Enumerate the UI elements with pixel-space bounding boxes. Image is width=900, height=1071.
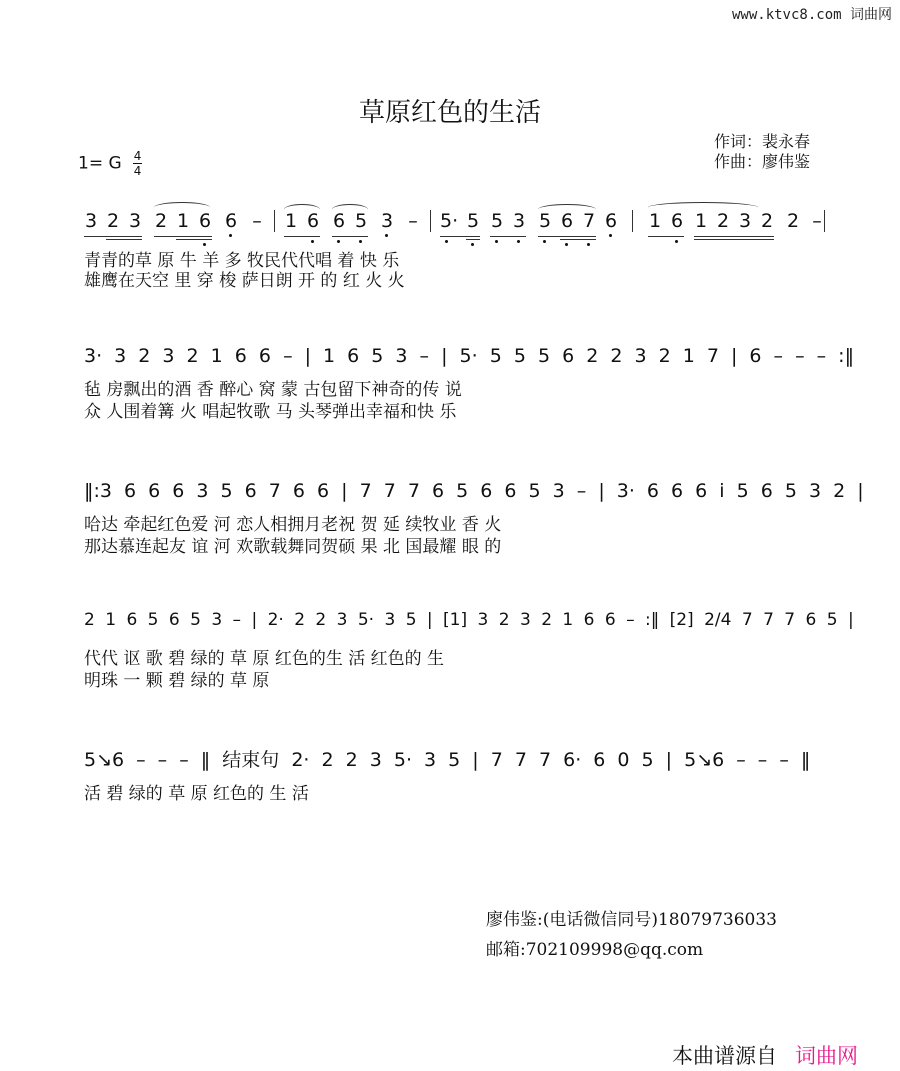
credits — [714, 132, 810, 172]
time-signature: $\frac{4}{4}$ — [133, 149, 142, 178]
source-label: 本曲谱源自 — [672, 1044, 777, 1068]
lyrics-verse-1: 哈达 牵起红色爱 河 恋人相拥月老祝 贺 延 续牧业 香 火 — [84, 515, 502, 535]
song-title: 草原红色的生活 — [358, 98, 541, 128]
contact-email: 邮箱:702109998@qq.com — [486, 940, 704, 960]
score-row-2 — [84, 345, 855, 425]
footer-source — [672, 1040, 858, 1070]
lyrics-verse-2: 众 人围着篝 火 唱起牧歌 马 头琴弹出幸福和快 乐 — [84, 402, 457, 422]
composer: 作曲：廖伟鉴 — [714, 152, 811, 171]
score-row-5 — [84, 745, 824, 805]
score-row-3 — [84, 480, 864, 560]
key-label: 1= G — [78, 153, 122, 174]
notation: ‖:3 6 6 6 3 5 6 7 6 6 | 7 7 7 6 5 6 6 5 3 – | 3· 6 6 6 i 5 6 5 3 2 | — [84, 480, 864, 502]
lyrics-verse-1: 代代 讴 歌 碧 绿的 草 原 红色的生 活 红色的 生 — [84, 649, 445, 669]
notation: 5↘6 – – – ‖ 结束句 2· 2 2 3 5· 3 5 | 7 7 7 6· 6 0 5 | 5↘6 – – – ‖ — [84, 749, 811, 771]
key-signature — [78, 150, 142, 177]
lyricist: 作词：裴永春 — [714, 132, 811, 151]
lyrics-verse-1: 青青的草 原 牛 羊 多 牧民代代唱 着 快 乐 — [84, 251, 400, 271]
score-row-4 — [84, 610, 854, 691]
site-watermark: www.ktvc8.com 词曲网 — [731, 7, 892, 23]
lyrics-verse-2: 明珠 一 颗 碧 绿的 草 原 — [84, 671, 270, 691]
score-row-1: 3 2 3 2 1 6 6 – 1 6 6 5 3 – 5· 5 5 3 5 6 7 6 1 6 1 2 3 2 2 – 青青的草 原 牛 羊 多 牧民代代唱 着 快 乐 雄鹰在天空 里 穿 梭 萨日朗 开 的 红 火 火 — [84, 210, 824, 290]
lyrics-verse-1: 活 碧 绿的 草 原 红色的 生 活 — [84, 784, 309, 804]
notation: 2 1 6 5 6 5 3 – | 2· 2 2 3 5· 3 5 | [1] 3 2 3 2 1 6 6 – :‖ [2] 2/4 7 7 7 6 5 | — [84, 610, 854, 630]
lyrics-verse-2: 雄鹰在天空 里 穿 梭 萨日朗 开 的 红 火 火 — [84, 271, 405, 291]
lyrics-verse-1: 毡 房飘出的酒 香 醉心 窝 蒙 古包留下神奇的传 说 — [84, 380, 462, 400]
source-brand-link[interactable]: 词曲网 — [795, 1044, 858, 1068]
lyrics-verse-2: 那达慕连起友 谊 河 欢歌载舞同贺硕 果 北 国最耀 眼 的 — [84, 537, 502, 557]
notation: 3· 3 2 3 2 1 6 6 – | 1 6 5 3 – | 5· 5 5 5 6 2 2 3 2 1 7 | 6 – – – :‖ — [84, 345, 855, 367]
contact-phone: 廖伟鉴:(电话微信同号)18079736033 — [486, 910, 777, 930]
